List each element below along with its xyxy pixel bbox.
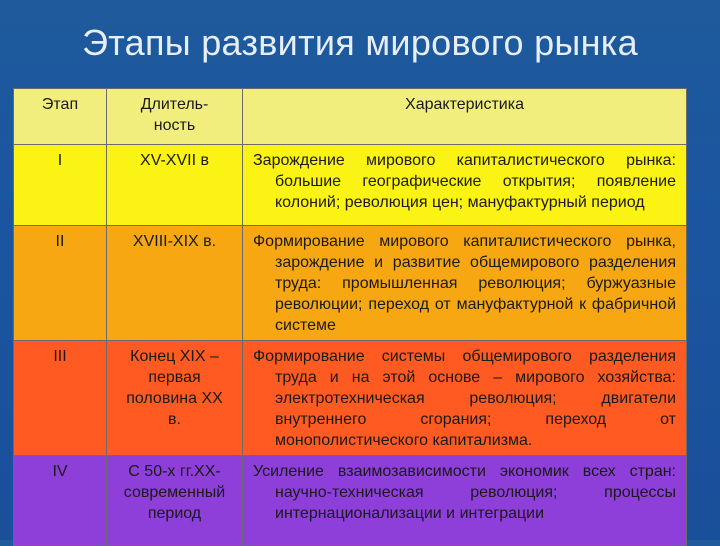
stage-cell: II	[14, 226, 107, 341]
stage-cell: IV	[14, 456, 107, 546]
table-row	[14, 145, 687, 226]
characteristic-cell: Зарождение мирового капиталистического рынка: большие географические открытия; появление колоний; революция цен; мануфактурный период	[243, 145, 687, 226]
characteristic-cell: Формирование мирового капиталистического рынка, зарождение и развитие общемирового разделения труда: промышленная революция; буржуазные революции; переход от мануфактурной к фабричной системе	[243, 226, 687, 341]
characteristic-cell: Усиление взаимозависимости экономик всех стран: научно-техническая революция; процессы интернационализации и интеграции	[243, 456, 687, 546]
table-row	[14, 456, 687, 546]
header-duration: Длитель-ность	[107, 89, 243, 145]
header-stage: Этап	[14, 89, 107, 145]
duration-cell: XVIII-XIX в.	[107, 226, 243, 341]
duration-cell: С 50-х гг.XX-современный период	[107, 456, 243, 546]
characteristic-cell: Формирование системы общемирового разделения труда и на этой основе – мирового хозяйства: электротехническая революция; двигатели внутреннего сгорания; переход от монополистического капитализма.	[243, 341, 687, 456]
stage-cell: III	[14, 341, 107, 456]
duration-cell: Конец XIX – первая половина XX в.	[107, 341, 243, 456]
table-row	[14, 341, 687, 456]
table-row	[14, 226, 687, 341]
duration-cell: XV-XVII в	[107, 145, 243, 226]
slide-title: Этапы развития мирового рынка	[82, 22, 638, 63]
stage-cell: I	[14, 145, 107, 226]
header-characteristic: Характеристика	[243, 89, 687, 145]
stages-table	[13, 88, 687, 546]
table-header-row	[14, 89, 687, 145]
